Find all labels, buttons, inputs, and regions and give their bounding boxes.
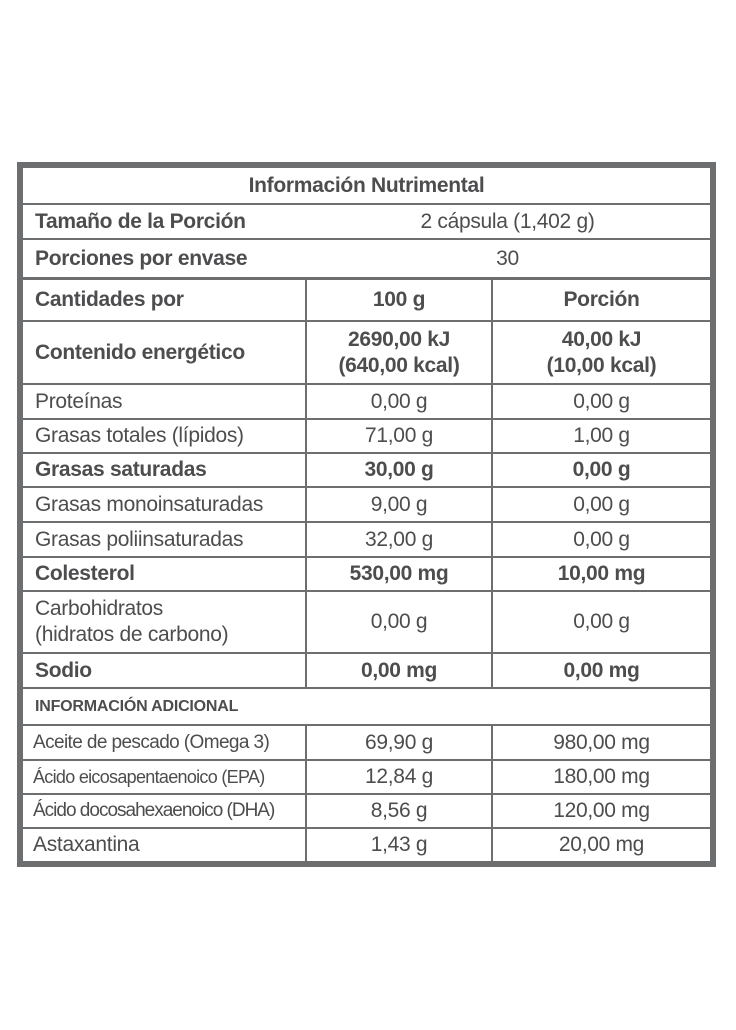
- nutrient-value-portion: 0,00 g: [573, 492, 630, 516]
- nutrient-value-100g: 0,00 g: [370, 389, 428, 413]
- additional-value-100g: 8,56 g: [370, 799, 428, 822]
- nutrient-value-100g: 0,00 g: [370, 610, 428, 633]
- nutrient-value-100g: 9,00 g: [370, 492, 428, 516]
- nutrient-label: Grasas poliinsaturadas: [35, 527, 244, 551]
- additional-row-astaxanthin: [23, 829, 710, 861]
- nutrient-label: Carbohidratos: [35, 597, 164, 620]
- nutrient-row-sodium: [23, 654, 710, 689]
- serving-size-label: Tamaño de la Porción: [35, 209, 246, 233]
- additional-info-header: INFORMACIÓN ADICIONAL: [35, 697, 239, 715]
- additional-info-header-row: [23, 689, 710, 726]
- nutrient-value-portion: 1,00 g: [573, 424, 630, 447]
- additional-value-100g: 69,90 g: [365, 730, 433, 754]
- nutrient-value-portion: 0,00 g: [573, 610, 630, 633]
- serving-size-value: 2 cápsula (1,402 g): [420, 209, 595, 233]
- title-row: [23, 168, 710, 205]
- nutrient-row-polyunsaturated-fat: [23, 523, 710, 558]
- nutrient-value-100g: 30,00 g: [364, 458, 434, 481]
- additional-value-portion: 180,00 mg: [553, 765, 650, 788]
- nutrient-value-100g: 0,00 mg: [360, 658, 438, 682]
- nutrient-label: Grasas saturadas: [35, 458, 207, 481]
- nutrient-label: Grasas monoinsaturadas: [35, 492, 264, 516]
- additional-label: Ácido docosahexaenoico (DHA): [33, 800, 275, 821]
- nutrient-row-cholesterol: [23, 558, 710, 592]
- nutrient-value-portion: 0,00 g: [573, 389, 630, 413]
- nutrient-label: Colesterol: [35, 562, 135, 585]
- additional-value-portion: 980,00 mg: [553, 730, 650, 754]
- energy-label: Contenido energético: [35, 340, 245, 364]
- col-portion-header: Porción: [563, 288, 640, 311]
- nutrient-label-line2: (hidratos de carbono): [35, 623, 229, 646]
- servings-per-container-value: 30: [496, 246, 519, 270]
- additional-value-portion: 20,00 mg: [558, 833, 645, 856]
- nutrient-label: Proteínas: [35, 389, 123, 413]
- nutrient-label: Grasas totales (lípidos): [35, 424, 244, 447]
- nutrient-value-100g: 71,00 g: [365, 424, 433, 447]
- additional-label: Ácido eicosapentaenoico (EPA): [33, 767, 265, 787]
- nutrition-facts-panel: [17, 162, 716, 867]
- nutrient-row-saturated-fat: [23, 454, 710, 488]
- energy-kcal-100g: (640,00 kcal): [338, 353, 460, 377]
- energy-row: [23, 322, 710, 385]
- nutrient-row-carbohydrates: [23, 592, 710, 654]
- nutrition-table: [23, 168, 710, 861]
- col-100g-header: 100 g: [372, 288, 426, 311]
- energy-kj-portion: 40,00 kJ: [561, 327, 642, 351]
- additional-row-dha: [23, 795, 710, 829]
- additional-value-100g: 1,43 g: [370, 833, 428, 856]
- nutrient-value-portion: 10,00 mg: [557, 562, 646, 585]
- nutrient-value-portion: 0,00 g: [572, 458, 631, 481]
- amounts-per-label: Cantidades por: [35, 288, 184, 311]
- table-title: Información Nutrimental: [248, 173, 485, 197]
- energy-kcal-portion: (10,00 kcal): [546, 353, 657, 377]
- column-header-row: [23, 280, 710, 322]
- nutrient-row-proteins: [23, 385, 710, 420]
- additional-row-epa: [23, 761, 710, 795]
- additional-value-portion: 120,00 mg: [553, 799, 650, 822]
- additional-value-100g: 12,84 g: [365, 765, 433, 788]
- nutrient-row-monounsaturated-fat: [23, 488, 710, 523]
- nutrient-value-portion: 0,00 g: [573, 527, 630, 551]
- nutrient-label: Sodio: [35, 658, 92, 682]
- nutrient-value-100g: 530,00 mg: [349, 562, 449, 585]
- nutrient-value-100g: 32,00 g: [365, 527, 433, 551]
- servings-per-container-label: Porciones por envase: [35, 246, 248, 270]
- servings-per-container-row: [23, 240, 710, 280]
- nutrient-value-portion: 0,00 mg: [563, 658, 640, 682]
- energy-kj-100g: 2690,00 kJ: [347, 327, 451, 351]
- serving-size-row: [23, 205, 710, 240]
- additional-label: Astaxantina: [33, 833, 140, 856]
- nutrient-row-total-fat: [23, 420, 710, 454]
- additional-label: Aceite de pescado (Omega 3): [33, 731, 270, 753]
- additional-row-fish-oil: [23, 726, 710, 761]
